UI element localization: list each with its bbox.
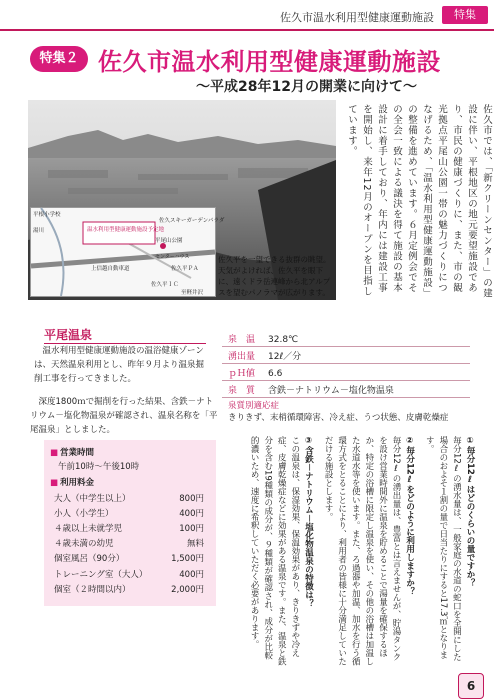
spec-value: 含鉄－ナトリウム－塩化物温泉 bbox=[268, 386, 394, 396]
map-label: 佐久平ＰＡ bbox=[171, 266, 199, 272]
map-label: 平根小学校 bbox=[33, 212, 61, 218]
section-body bbox=[34, 344, 210, 386]
fee-label: 個室風呂（90分） bbox=[54, 554, 125, 565]
fee-table bbox=[54, 490, 204, 596]
answer-1: 毎分12ℓの湧水量は、一般家庭の水道の蛇口を全開にした場合のおよそ１割の量で日当たりにすると17.3㎥となります。 bbox=[424, 436, 462, 661]
spec-row bbox=[228, 383, 394, 396]
subtitle: ～平成28年12月の開業に向けて～ bbox=[196, 79, 417, 95]
section-paragraph-2: 深度1800ｍで掘削を行った結果、含鉄－ナトリウム－塩化物温泉が確認され、温泉名称を「平尾温泉」としました。 bbox=[30, 397, 218, 435]
spec-value: 6.6 bbox=[268, 369, 283, 379]
answer-2: 毎分12ℓの湧出量は、豊富とは言えませんが、貯湯タンクを設け営業時間外に温泉を貯めることで湯量を確保するほか、特定の浴槽に限定し温泉を使い、その他の浴槽は加温した水道水等を使います。また、ろ過器や加温、加水を行う循環方式をとることにより、利用者の皆様に十分満足していただける施設とします。 bbox=[323, 436, 402, 666]
spec-indication: きりきず、末梢循環障害、冷え症、うつ状態、皮膚乾燥症 bbox=[228, 413, 449, 423]
intro-text: 佐久市では、「新クリーンセンター」の建設に伴い、平根地区の地元要望施設であり、市民の健康づくりに、また、市の観光拠点平尾山公園一帯の魅力づくりにつなげるため、「温水利用型健康運動施設」の整備を進めています。６月定例会でその全会一致による議決を得て施設の基本設計に着手しており、年内には建設工事を開始し、来年12月のオープンを目指しています。 bbox=[346, 104, 492, 299]
map-label: 佐久平ＩＣ bbox=[151, 282, 179, 288]
fee-label: ４歳以上未就学児 bbox=[54, 523, 123, 534]
fee-label: ４歳未満の幼児 bbox=[54, 539, 114, 550]
feature-label: 特集２ bbox=[30, 46, 88, 72]
fee-price: 1,500円 bbox=[171, 554, 204, 565]
fee-label: 大人（中学生以上） bbox=[54, 493, 131, 504]
location-map bbox=[30, 207, 225, 297]
hours-value: 午前10時～午後10時 bbox=[58, 462, 140, 472]
map-label: 上信越自動車道 bbox=[91, 266, 130, 272]
spec-indication-label: 泉質別適応症 bbox=[228, 401, 280, 411]
photo-caption: 佐久平を一望できる抜群の眺望。天気がよければ、佐久平を眼下に、遠くドラ岳連峰から北アルプスを望むパノラマが広がります。 bbox=[218, 255, 331, 297]
fee-price: 400円 bbox=[179, 508, 204, 519]
fee-price: 2,000円 bbox=[171, 584, 204, 595]
question-1: ①毎分12ℓはどのくらいの量ですか？ bbox=[465, 436, 475, 587]
running-header bbox=[0, 0, 494, 30]
map-label: 湯川 bbox=[33, 228, 45, 234]
question-2: ②毎分12ℓをどのように利用しますか？ bbox=[404, 436, 415, 596]
hours-fees-box bbox=[44, 440, 216, 606]
spec-row bbox=[228, 332, 298, 345]
qa-section bbox=[232, 436, 476, 666]
page-number: 6 bbox=[458, 673, 484, 699]
spec-key: ｐＨ値 bbox=[228, 369, 256, 379]
hours-heading: ■ 営業時間 bbox=[50, 446, 210, 458]
section-tag: 特集 bbox=[442, 6, 488, 24]
fee-row bbox=[54, 551, 204, 566]
fee-row bbox=[54, 581, 204, 596]
fee-price: 400円 bbox=[179, 569, 204, 580]
spec-divider bbox=[222, 397, 470, 398]
spec-key: 泉 温 bbox=[228, 335, 256, 345]
map-label: センターハウス bbox=[155, 254, 190, 260]
spec-divider bbox=[222, 363, 470, 364]
fee-price: 無料 bbox=[186, 539, 204, 550]
spec-divider bbox=[222, 380, 470, 381]
header-rule bbox=[0, 29, 494, 31]
spring-spec bbox=[222, 332, 470, 424]
fee-label: 小人（小学生） bbox=[54, 508, 114, 519]
spec-key: 湧出量 bbox=[228, 352, 256, 362]
spec-row bbox=[228, 366, 282, 379]
map-graphic bbox=[31, 208, 225, 296]
fee-row bbox=[54, 505, 204, 520]
fee-row bbox=[54, 490, 204, 505]
fee-row bbox=[54, 566, 204, 581]
running-title: 佐久市温水利用型健康運動施設 bbox=[280, 11, 434, 24]
fee-row bbox=[54, 536, 204, 551]
spec-value: 32.8℃ bbox=[268, 335, 299, 345]
fee-row bbox=[54, 520, 204, 535]
spec-row bbox=[228, 349, 301, 362]
map-label: 佐久スキーガーデンパラダ bbox=[159, 218, 225, 224]
map-label: 平尾山公園 bbox=[155, 238, 183, 244]
fee-label: トレーニング室（大人） bbox=[54, 569, 148, 580]
map-label-site: 温水利用型健康運動施設予定地 bbox=[87, 227, 165, 233]
main-title: 佐久市温水利用型健康運動施設 bbox=[98, 48, 441, 76]
spec-value: 12ℓ／分 bbox=[268, 352, 302, 362]
map-label: 至軽井沢 bbox=[181, 290, 204, 296]
fees-heading: ■ 利用料金 bbox=[50, 476, 210, 488]
spec-divider bbox=[222, 346, 470, 347]
answer-3: この温泉は、保湿効果、保温効果があり、きりきずや冷え症、皮膚乾燥症などに効果がある温泉です。また、温泉と鉄分を含む19種類の成分が、９種類が確認され、成分が比較的濃いため、速度に希釈していただく必要があります。 bbox=[249, 436, 300, 666]
question-3: ③含鉄－ナトリウム－塩化物温泉の特徴は？ bbox=[303, 436, 314, 608]
section-paragraph-1: 温水利用型健康運動施設の温浴健康ゾーンは、天然温泉利用とし、昨年９月より温泉掘削工事を行ってきました。 bbox=[34, 346, 205, 384]
fee-label: 個室（２時間以内） bbox=[54, 584, 131, 595]
section-title: 平尾温泉 bbox=[44, 328, 93, 342]
spec-key: 泉 質 bbox=[228, 386, 256, 396]
fee-price: 800円 bbox=[179, 493, 204, 504]
fee-price: 100円 bbox=[179, 523, 204, 534]
